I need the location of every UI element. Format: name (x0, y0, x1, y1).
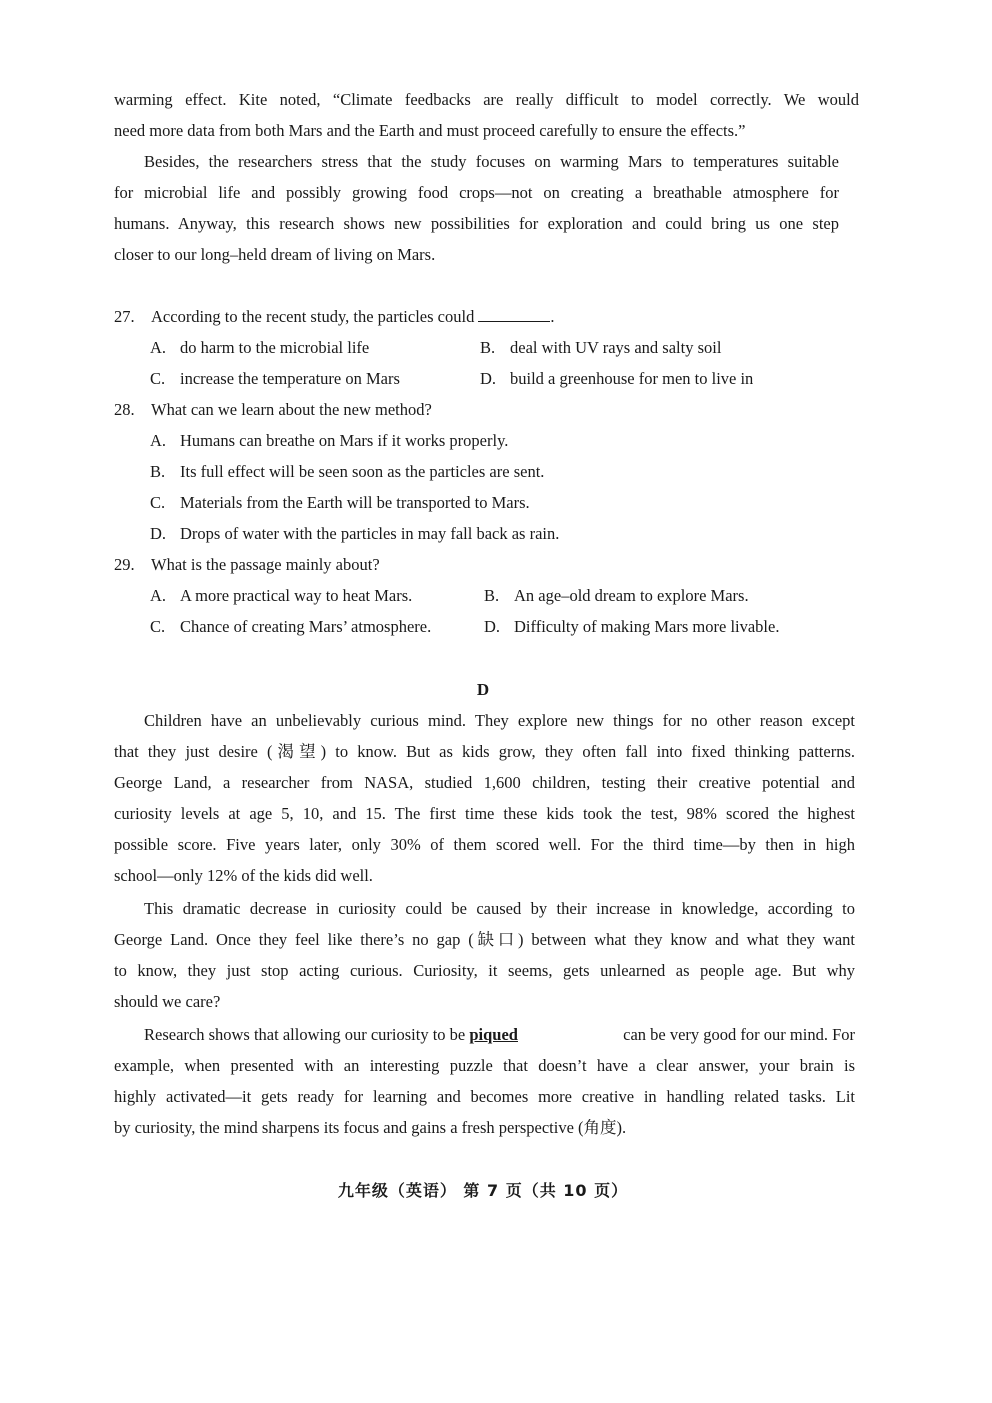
question-stem: What can we learn about the new method? (151, 400, 432, 419)
passage-fragment: can be very good for our mind. For (623, 1025, 855, 1044)
option-text: build a greenhouse for men to live in (510, 369, 754, 388)
option-label: C. (150, 617, 166, 636)
option-text: Humans can breathe on Mars if it works properly. (180, 431, 509, 450)
passage-line: Children have an unbelievably curious mind. They explore new things for no other reason except (144, 711, 855, 730)
option-text: do harm to the microbial life (180, 338, 370, 357)
passage-line: humans. Anyway, this research shows new possibilities for exploration and could bring us one step (114, 214, 839, 233)
option-label: B. (480, 338, 496, 357)
question-number: 27. (114, 307, 135, 326)
option-27-a (150, 338, 369, 358)
option-label: A. (150, 586, 167, 605)
option-27-b (480, 338, 721, 358)
passage-line: need more data from both Mars and the Earth and must proceed carefully to ensure the effects.” (114, 121, 746, 140)
question-stem: According to the recent study, the particles could (151, 307, 475, 326)
passage-line: that they just desire (渴望) to know. But as kids grow, they often fall into fixed thinking patterns. (114, 742, 855, 761)
option-label: C. (150, 369, 166, 388)
passage-line: closer to our long–held dream of living on Mars. (114, 245, 436, 264)
passage-line: for microbial life and possibly growing food crops—not on creating a breathable atmosphere for (114, 183, 839, 202)
option-label: C. (150, 493, 166, 512)
option-text: increase the temperature on Mars (180, 369, 400, 388)
option-text: deal with UV rays and salty soil (510, 338, 722, 357)
question-28 (114, 400, 432, 420)
page-footer: 九年级（英语） 第 7 页（共 10 页） (337, 1181, 629, 1200)
option-29-b (484, 586, 749, 606)
option-text: Drops of water with the particles in may fall back as rain. (180, 524, 560, 543)
option-text: Its full effect will be seen soon as the particles are sent. (180, 462, 545, 481)
passage-line: George Land, a researcher from NASA, studied 1,600 children, testing their creative potential and (114, 773, 855, 792)
option-label: B. (484, 586, 500, 605)
option-text: A more practical way to heat Mars. (180, 586, 413, 605)
option-28-b (150, 462, 544, 482)
option-label: A. (150, 431, 167, 450)
option-label: D. (480, 369, 497, 388)
passage-line: This dramatic decrease in curiosity could be caused by their increase in knowledge, according to (144, 899, 855, 918)
question-29 (114, 555, 380, 575)
passage-line: Besides, the researchers stress that the study focuses on warming Mars to temperatures suitable (144, 152, 839, 171)
passage-text (144, 1025, 518, 1045)
question-number: 29. (114, 555, 135, 574)
passage-line: to know, they just stop acting curious. Curiosity, it seems, gets unlearned as people age. But why (114, 961, 855, 980)
question-stem-end: . (550, 307, 555, 326)
passage-line: by curiosity, the mind sharpens its focus and gains a fresh perspective (角度). (114, 1118, 627, 1137)
question-number: 28. (114, 400, 135, 419)
question-27 (114, 307, 554, 327)
passage-line: example, when presented with an interesting puzzle that doesn’t have a clear answer, your brain is (114, 1056, 855, 1075)
option-27-d (480, 369, 753, 389)
option-28-c (150, 493, 530, 513)
answer-blank (478, 307, 550, 322)
passage-line: warming effect. Kite noted, “Climate feedbacks are really difficult to model correctly. We would (114, 90, 859, 109)
option-label: A. (150, 338, 167, 357)
passage-fragment: Research shows that allowing our curiosity to be (144, 1025, 466, 1044)
section-heading: D (476, 680, 490, 699)
option-28-a (150, 431, 508, 451)
passage-line (144, 1025, 855, 1045)
underlined-word: piqued (469, 1025, 518, 1044)
passage-line: curiosity levels at age 5, 10, and 15. The first time these kids took the test, 98% scored the highest (114, 804, 855, 823)
option-label: D. (484, 617, 501, 636)
option-29-c (150, 617, 431, 637)
option-29-d (484, 617, 779, 637)
passage-line: school—only 12% of the kids did well. (114, 866, 373, 885)
option-label: B. (150, 462, 166, 481)
passage-line: highly activated—it gets ready for learning and becomes more creative in handling related tasks. Lit (114, 1087, 855, 1106)
passage-line: possible score. Five years later, only 30% of them scored well. For the third time—by then in high (114, 835, 855, 854)
question-stem: What is the passage mainly about? (151, 555, 380, 574)
option-text: Materials from the Earth will be transported to Mars. (180, 493, 530, 512)
option-29-a (150, 586, 412, 606)
option-text: Chance of creating Mars’ atmosphere. (180, 617, 432, 636)
passage-line: George Land. Once they feel like there’s no gap (缺口) between what they know and what they want (114, 930, 855, 949)
option-28-d (150, 524, 559, 544)
passage-line: should we care? (114, 992, 221, 1011)
option-text: An age–old dream to explore Mars. (514, 586, 749, 605)
option-27-c (150, 369, 400, 389)
option-text: Difficulty of making Mars more livable. (514, 617, 780, 636)
option-label: D. (150, 524, 167, 543)
